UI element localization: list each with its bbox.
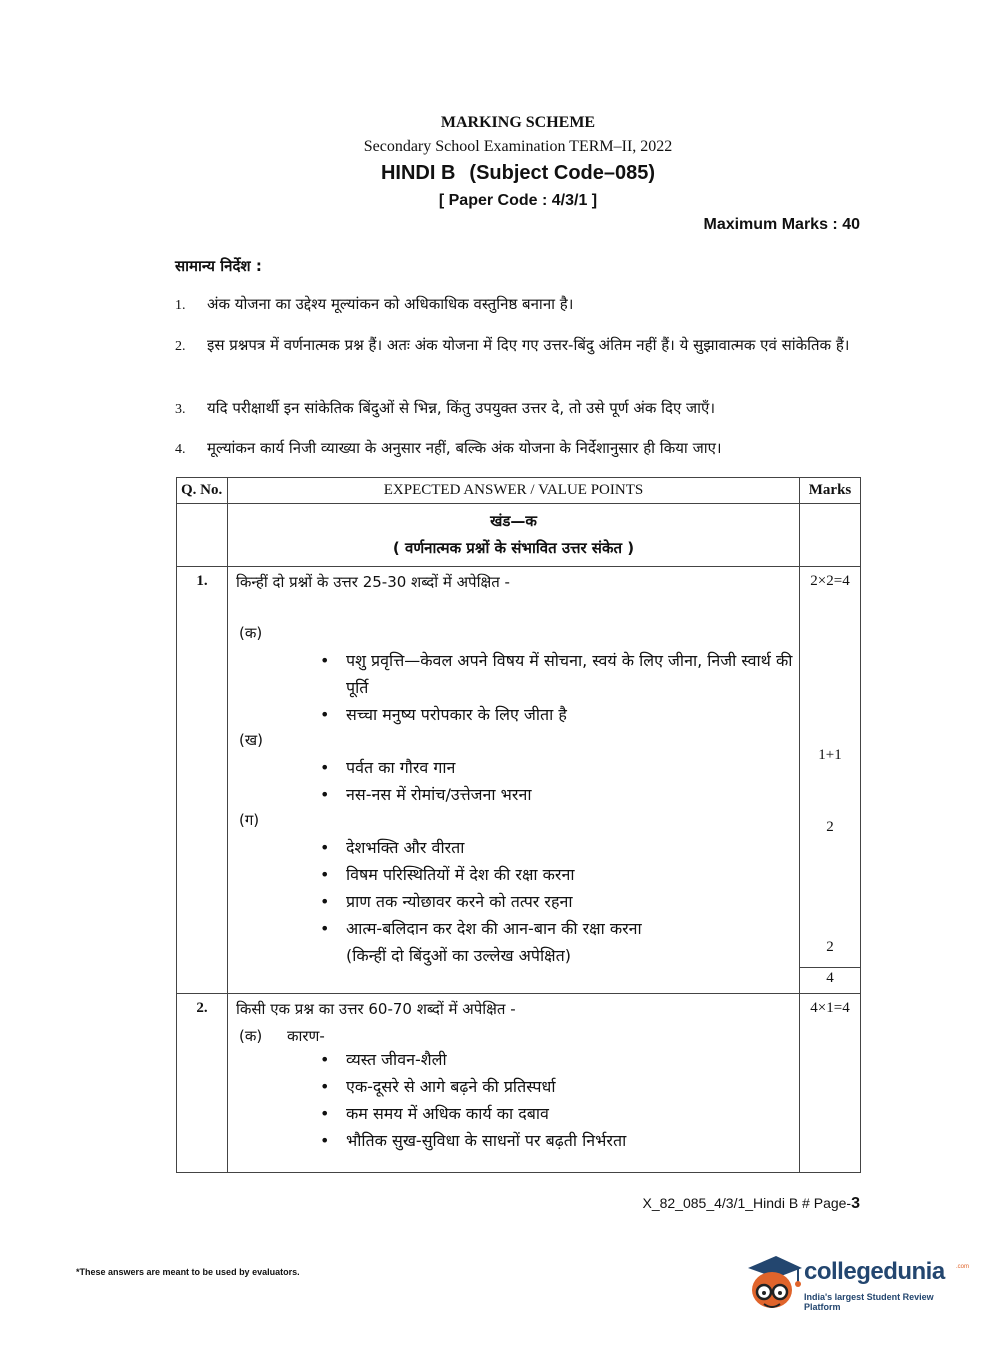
section-row bbox=[177, 504, 861, 567]
instruction-num: 4. bbox=[175, 442, 186, 457]
instruction-item bbox=[175, 293, 861, 316]
logo-domain: .com bbox=[956, 1264, 970, 1270]
table-header-row bbox=[177, 478, 861, 504]
paper-code: [ Paper Code : 4/3/1 ] bbox=[438, 192, 598, 209]
instructions-heading: सामान्य निर्देश : bbox=[175, 257, 262, 275]
answer-point: • व्यस्त जीवन-शैली bbox=[346, 1046, 799, 1073]
answer-table bbox=[176, 477, 861, 1173]
footer-code-text: X_82_085_4/3/1_Hindi B # Page- bbox=[642, 1195, 852, 1211]
collegedunia-logo bbox=[742, 1250, 972, 1320]
question-text: किन्हीं दो प्रश्नों के उत्तर 25-30 शब्दों में अपेक्षित - bbox=[236, 573, 510, 591]
max-marks: Maximum Marks : 40 bbox=[703, 216, 860, 233]
answer-points bbox=[236, 834, 799, 942]
answer-point: • आत्म-बलिदान कर देश की आन-बान की रक्षा करना bbox=[346, 915, 799, 942]
part-label: (ख) bbox=[239, 731, 263, 749]
evaluator-note: *These answers are meant to be used by evaluators. bbox=[76, 1267, 300, 1277]
answer-points bbox=[236, 647, 799, 728]
section-heading bbox=[228, 504, 800, 567]
answer-note: (किन्हीं दो बिंदुओं का उल्लेख अपेक्षित) bbox=[346, 946, 571, 965]
part-label: (क) bbox=[239, 624, 263, 642]
logo-tagline: India's largest Student Review Platform bbox=[804, 1292, 934, 1312]
instruction-item bbox=[175, 334, 861, 357]
answer-point: • भौतिक सुख-सुविधा के साधनों पर बढ़ती निर्भरता bbox=[346, 1127, 799, 1154]
marks-part: 2 bbox=[826, 939, 834, 955]
col-header-answer: EXPECTED ANSWER / VALUE POINTS bbox=[228, 478, 800, 504]
section-title: खंड—क bbox=[490, 512, 537, 530]
marks-subtotal: 4 bbox=[800, 967, 860, 988]
marks-part: 1+1 bbox=[818, 747, 842, 763]
part-heading: कारण- bbox=[287, 1027, 325, 1045]
answer-point: • कम समय में अधिक कार्य का दबाव bbox=[346, 1100, 799, 1127]
answer-point: • पशु प्रवृत्ति—केवल अपने विषय में सोचना, स्वयं के लिए जीना, निजी स्वार्थ की पूर्ति bbox=[346, 647, 799, 701]
answer-points bbox=[236, 1046, 799, 1154]
page-number: 3 bbox=[851, 1195, 860, 1212]
answer-point: • विषम परिस्थितियों में देश की रक्षा करना bbox=[346, 861, 799, 888]
marks-cell bbox=[800, 567, 861, 994]
section-subtitle: ( वर्णनात्मक प्रश्नों के संभावित उत्तर संकेत ) bbox=[392, 539, 635, 557]
instruction-text: अंक योजना का उद्देश्य मूल्यांकन को अधिकाधिक वस्तुनिष्ठ बनाना है। bbox=[207, 295, 574, 313]
subject-name: HINDI B bbox=[380, 162, 456, 184]
question-text: किसी एक प्रश्न का उत्तर 60-70 शब्दों में अपेक्षित - bbox=[236, 1000, 516, 1018]
doc-title: MARKING SCHEME bbox=[440, 114, 596, 131]
instruction-num: 2. bbox=[175, 339, 186, 354]
question-body bbox=[228, 567, 800, 994]
empty-cell bbox=[177, 504, 228, 567]
answer-point: • देशभक्ति और वीरता bbox=[346, 834, 799, 861]
marks-total: 2×2=4 bbox=[810, 573, 850, 589]
answer-point: • नस-नस में रोमांच/उत्तेजना भरना bbox=[346, 781, 799, 808]
instruction-num: 3. bbox=[175, 402, 186, 417]
instruction-item bbox=[175, 437, 861, 460]
exam-name: Secondary School Examination TERM–II, 2022 bbox=[363, 138, 673, 155]
empty-cell bbox=[800, 504, 861, 567]
instruction-text: इस प्रश्नपत्र में वर्णनात्मक प्रश्न हैं। अतः अंक योजना में दिए गए उत्तर-बिंदु अंतिम नहीं हैं। ये सुझावात्मक एवं सांकेतिक हैं। bbox=[207, 336, 850, 354]
part-label: (क) bbox=[239, 1027, 263, 1045]
answer-point: • एक-दूसरे से आगे बढ़ने की प्रतिस्पर्धा bbox=[346, 1073, 799, 1100]
instruction-text: मूल्यांकन कार्य निजी व्याख्या के अनुसार नहीं, बल्कि अंक योजना के निर्देशानुसार ही किया जाए। bbox=[207, 439, 722, 457]
part-row bbox=[236, 1026, 799, 1046]
answer-points bbox=[236, 754, 799, 808]
answer-point: • प्राण तक न्योछावर करने को तत्पर रहना bbox=[346, 888, 799, 915]
instruction-item bbox=[175, 397, 861, 420]
subject-code: (Subject Code–085) bbox=[469, 162, 656, 184]
table-row bbox=[177, 994, 861, 1173]
mascot-icon bbox=[742, 1250, 804, 1316]
question-body bbox=[228, 994, 800, 1173]
col-header-qno: Q. No. bbox=[177, 478, 228, 504]
page-footer-code bbox=[642, 1195, 860, 1213]
instruction-num: 1. bbox=[175, 298, 186, 313]
table-row bbox=[177, 567, 861, 994]
marks-cell bbox=[800, 994, 861, 1173]
marks-part: 2 bbox=[826, 819, 834, 835]
question-number: 1. bbox=[177, 567, 228, 994]
question-number: 2. bbox=[177, 994, 228, 1173]
answer-point: • पर्वत का गौरव गान bbox=[346, 754, 799, 781]
subject-line bbox=[0, 162, 1002, 185]
instruction-text: यदि परीक्षार्थी इन सांकेतिक बिंदुओं से भिन्न, किंतु उपयुक्त उत्तर दे, तो उसे पूर्ण अंक दिए जाएँ। bbox=[207, 399, 716, 417]
col-header-marks: Marks bbox=[800, 478, 861, 504]
marks-total: 4×1=4 bbox=[810, 1000, 850, 1016]
logo-wordmark: collegedunia bbox=[804, 1258, 945, 1285]
part-label: (ग) bbox=[239, 811, 260, 829]
answer-point: • सच्चा मनुष्य परोपकार के लिए जीता है bbox=[346, 701, 799, 728]
